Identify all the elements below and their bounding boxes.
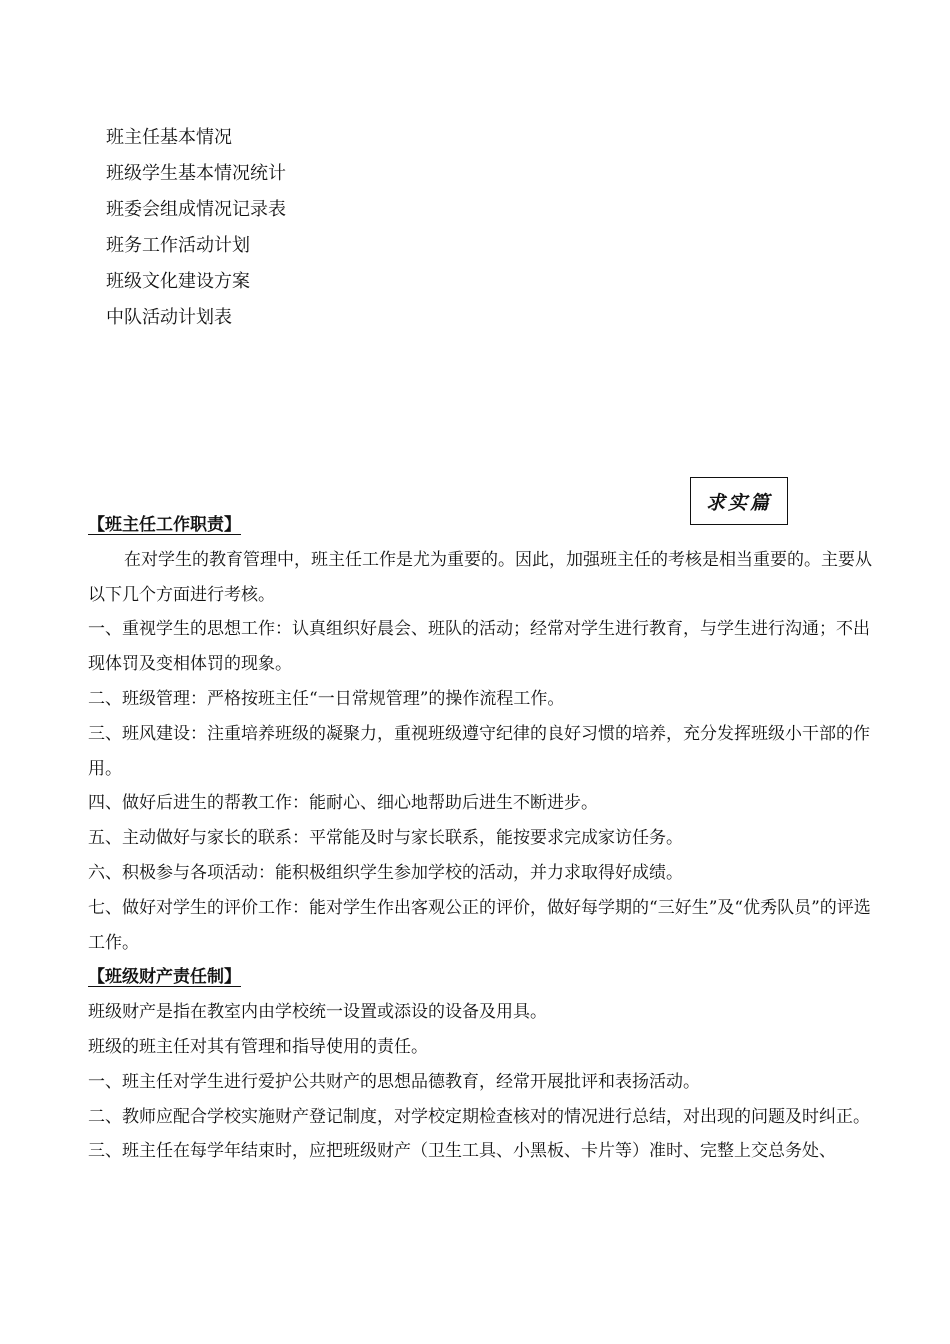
duty-item-4: 四、做好后进生的帮教工作：能耐心、细心地帮助后进生不断进步。	[88, 793, 598, 814]
duty-item-3: 三、班风建设：注重培养班级的凝聚力，重视班级遵守纪律的良好习惯的培养，充分发挥班级小干部的作用。	[88, 723, 870, 779]
property-line-3: 一、班主任对学生进行爱护公共财产的思想品德教育，经常开展批评和表扬活动。	[88, 1071, 700, 1092]
property-line-4: 二、教师应配合学校实施财产登记制度，对学校定期检查核对的情况进行总结，对出现的问题及时纠正。	[88, 1106, 870, 1127]
property-line-2: 班级的班主任对其有管理和指导使用的责任。	[88, 1036, 428, 1057]
duty-item-2: 二、班级管理：严格按班主任“一日常规管理”的操作流程工作。	[88, 688, 565, 709]
toc-item-student-statistics: 班级学生基本情况统计	[106, 163, 286, 184]
toc-item-squad-activity-plan: 中队活动计划表	[106, 307, 232, 328]
duty-item-1: 一、重视学生的思想工作：认真组织好晨会、班队的活动；经常对学生进行教育，与学生进行沟通；不出现体罚及变相体罚的现象。	[88, 619, 870, 675]
duties-intro-paragraph: 在对学生的教育管理中，班主任工作是尤为重要的。因此，加强班主任的考核是相当重要的。主要从以下几个方面进行考核。	[88, 549, 872, 605]
toc-item-class-culture-plan: 班级文化建设方案	[106, 271, 250, 292]
section-heading-head-teacher-duties: 【班主任工作职责】	[88, 515, 241, 535]
duty-item-7: 七、做好对学生的评价工作：能对学生作出客观公正的评价，做好每学期的“三好生”及“优秀队员”的评选工作。	[88, 897, 871, 953]
toc-item-head-teacher-basic-info: 班主任基本情况	[106, 127, 232, 148]
property-line-1: 班级财产是指在教室内由学校统一设置或添设的设备及用具。	[88, 1002, 547, 1023]
section-stamp-box: 求实篇	[690, 477, 788, 525]
document-body	[88, 508, 880, 1169]
property-line-5: 三、班主任在每学年结束时，应把班级财产（卫生工具、小黑板、卡片等）准时、完整上交总务处、	[88, 1141, 836, 1162]
table-of-contents	[106, 120, 286, 336]
section-heading-class-property: 【班级财产责任制】	[88, 967, 241, 988]
duty-item-5: 五、主动做好与家长的联系：平常能及时与家长联系，能按要求完成家访任务。	[88, 828, 683, 849]
toc-item-class-activity-plan: 班务工作活动计划	[106, 235, 250, 256]
toc-item-class-committee-record: 班委会组成情况记录表	[106, 199, 286, 220]
duty-item-6: 六、积极参与各项活动：能积极组织学生参加学校的活动，并力求取得好成绩。	[88, 862, 683, 883]
